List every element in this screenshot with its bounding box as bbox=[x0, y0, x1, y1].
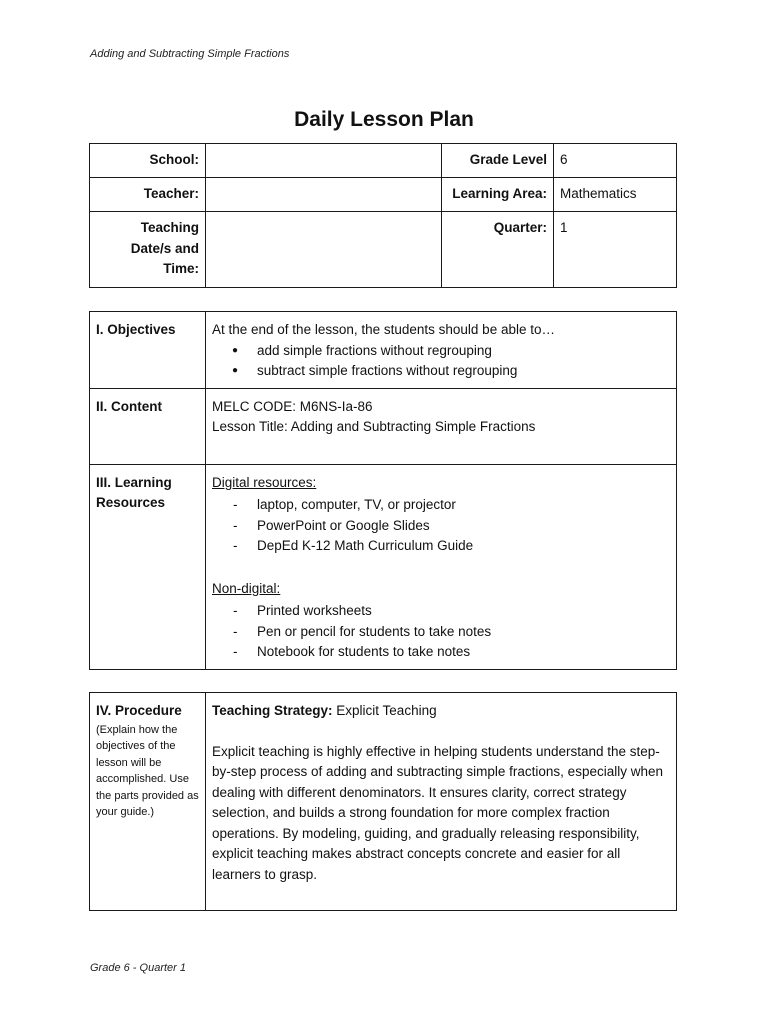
resources-label-line-1: III. Learning bbox=[96, 474, 172, 490]
resources-row bbox=[90, 464, 677, 669]
procedure-body bbox=[206, 693, 677, 911]
teacher-label: Teacher: bbox=[90, 178, 206, 212]
digital-resources-heading: Digital resources: bbox=[212, 474, 317, 490]
info-table bbox=[89, 143, 677, 288]
lesson-title: Lesson Title: Adding and Subtracting Simple Fractions bbox=[212, 419, 536, 434]
content-row bbox=[90, 388, 677, 464]
objectives-intro: At the end of the lesson, the students should be able to… bbox=[212, 322, 555, 337]
teaching-date-label-line-1: Teaching bbox=[140, 220, 199, 235]
teaching-strategy bbox=[212, 701, 670, 722]
teaching-date-label-line-3: Time: bbox=[163, 261, 199, 276]
grade-level-field[interactable]: 6 bbox=[554, 144, 677, 178]
info-row-teacher bbox=[90, 178, 677, 212]
teaching-date-field[interactable] bbox=[206, 212, 442, 288]
school-label: School: bbox=[90, 144, 206, 178]
digital-resource-item: - DepEd K-12 Math Curriculum Guide bbox=[230, 536, 670, 557]
header-topic: Adding and Subtracting Simple Fractions bbox=[90, 48, 290, 60]
objectives-body bbox=[206, 312, 677, 389]
teaching-strategy-value: Explicit Teaching bbox=[332, 703, 437, 718]
teacher-field[interactable] bbox=[206, 178, 442, 212]
non-digital-item: - Notebook for students to take notes bbox=[230, 642, 670, 663]
resources-label-line-2: Resources bbox=[96, 495, 166, 510]
info-row-school bbox=[90, 144, 677, 178]
melc-code: MELC CODE: M6NS-Ia-86 bbox=[212, 398, 373, 414]
non-digital-item: - Pen or pencil for students to take notes bbox=[230, 622, 670, 643]
learning-area-field[interactable]: Mathematics bbox=[554, 178, 677, 212]
procedure-paragraph: Explicit teaching is highly effective in helping students understand the step-by-step process of adding and subtracting simple fractions, especially when dealing with different denominators. It ensures clarity, correct strategy selection, and builds a strong foundation for more complex fraction operations. By modeling, guiding, and gradually releasing responsibility, explicit teaching makes abstract concepts concrete and easier for all learners to grasp. bbox=[212, 743, 663, 882]
non-digital-item: - Printed worksheets bbox=[230, 601, 670, 622]
content-body bbox=[206, 388, 677, 464]
content-label: II. Content bbox=[90, 388, 206, 464]
non-digital-heading: Non-digital: bbox=[212, 580, 281, 596]
objectives-row bbox=[90, 312, 677, 389]
digital-resource-item: - PowerPoint or Google Slides bbox=[230, 516, 670, 537]
digital-resource-item: - laptop, computer, TV, or projector bbox=[230, 495, 670, 516]
lesson-sections-table bbox=[89, 311, 677, 670]
objective-item: ● subtract simple fractions without regrouping bbox=[232, 361, 670, 382]
quarter-field[interactable]: 1 bbox=[554, 212, 677, 288]
footer-text: Grade 6 - Quarter 1 bbox=[90, 962, 186, 974]
quarter-label: Quarter: bbox=[442, 212, 554, 288]
resources-body bbox=[206, 464, 677, 669]
teaching-date-label bbox=[90, 212, 206, 288]
procedure-table bbox=[89, 692, 677, 911]
procedure-row bbox=[90, 693, 677, 911]
objectives-list bbox=[212, 341, 670, 382]
procedure-label-cell bbox=[90, 693, 206, 911]
school-field[interactable] bbox=[206, 144, 442, 178]
teaching-date-label-line-2: Date/s and bbox=[130, 240, 199, 256]
digital-resources-list bbox=[212, 495, 670, 557]
resources-label bbox=[90, 464, 206, 669]
info-row-date bbox=[90, 212, 677, 288]
grade-level-label: Grade Level bbox=[442, 144, 554, 178]
spacer bbox=[212, 557, 670, 579]
objectives-label: I. Objectives bbox=[90, 312, 206, 389]
non-digital-list bbox=[212, 601, 670, 663]
page-title: Daily Lesson Plan bbox=[294, 108, 474, 131]
learning-area-label: Learning Area: bbox=[442, 178, 554, 212]
objective-item: ● add simple fractions without regrouping bbox=[232, 341, 670, 362]
procedure-label: IV. Procedure bbox=[96, 703, 182, 718]
procedure-note: (Explain how the objectives of the lesson will be accomplished. Use the parts provided as your guide.) bbox=[96, 723, 199, 818]
teaching-strategy-label: Teaching Strategy: bbox=[212, 703, 333, 718]
